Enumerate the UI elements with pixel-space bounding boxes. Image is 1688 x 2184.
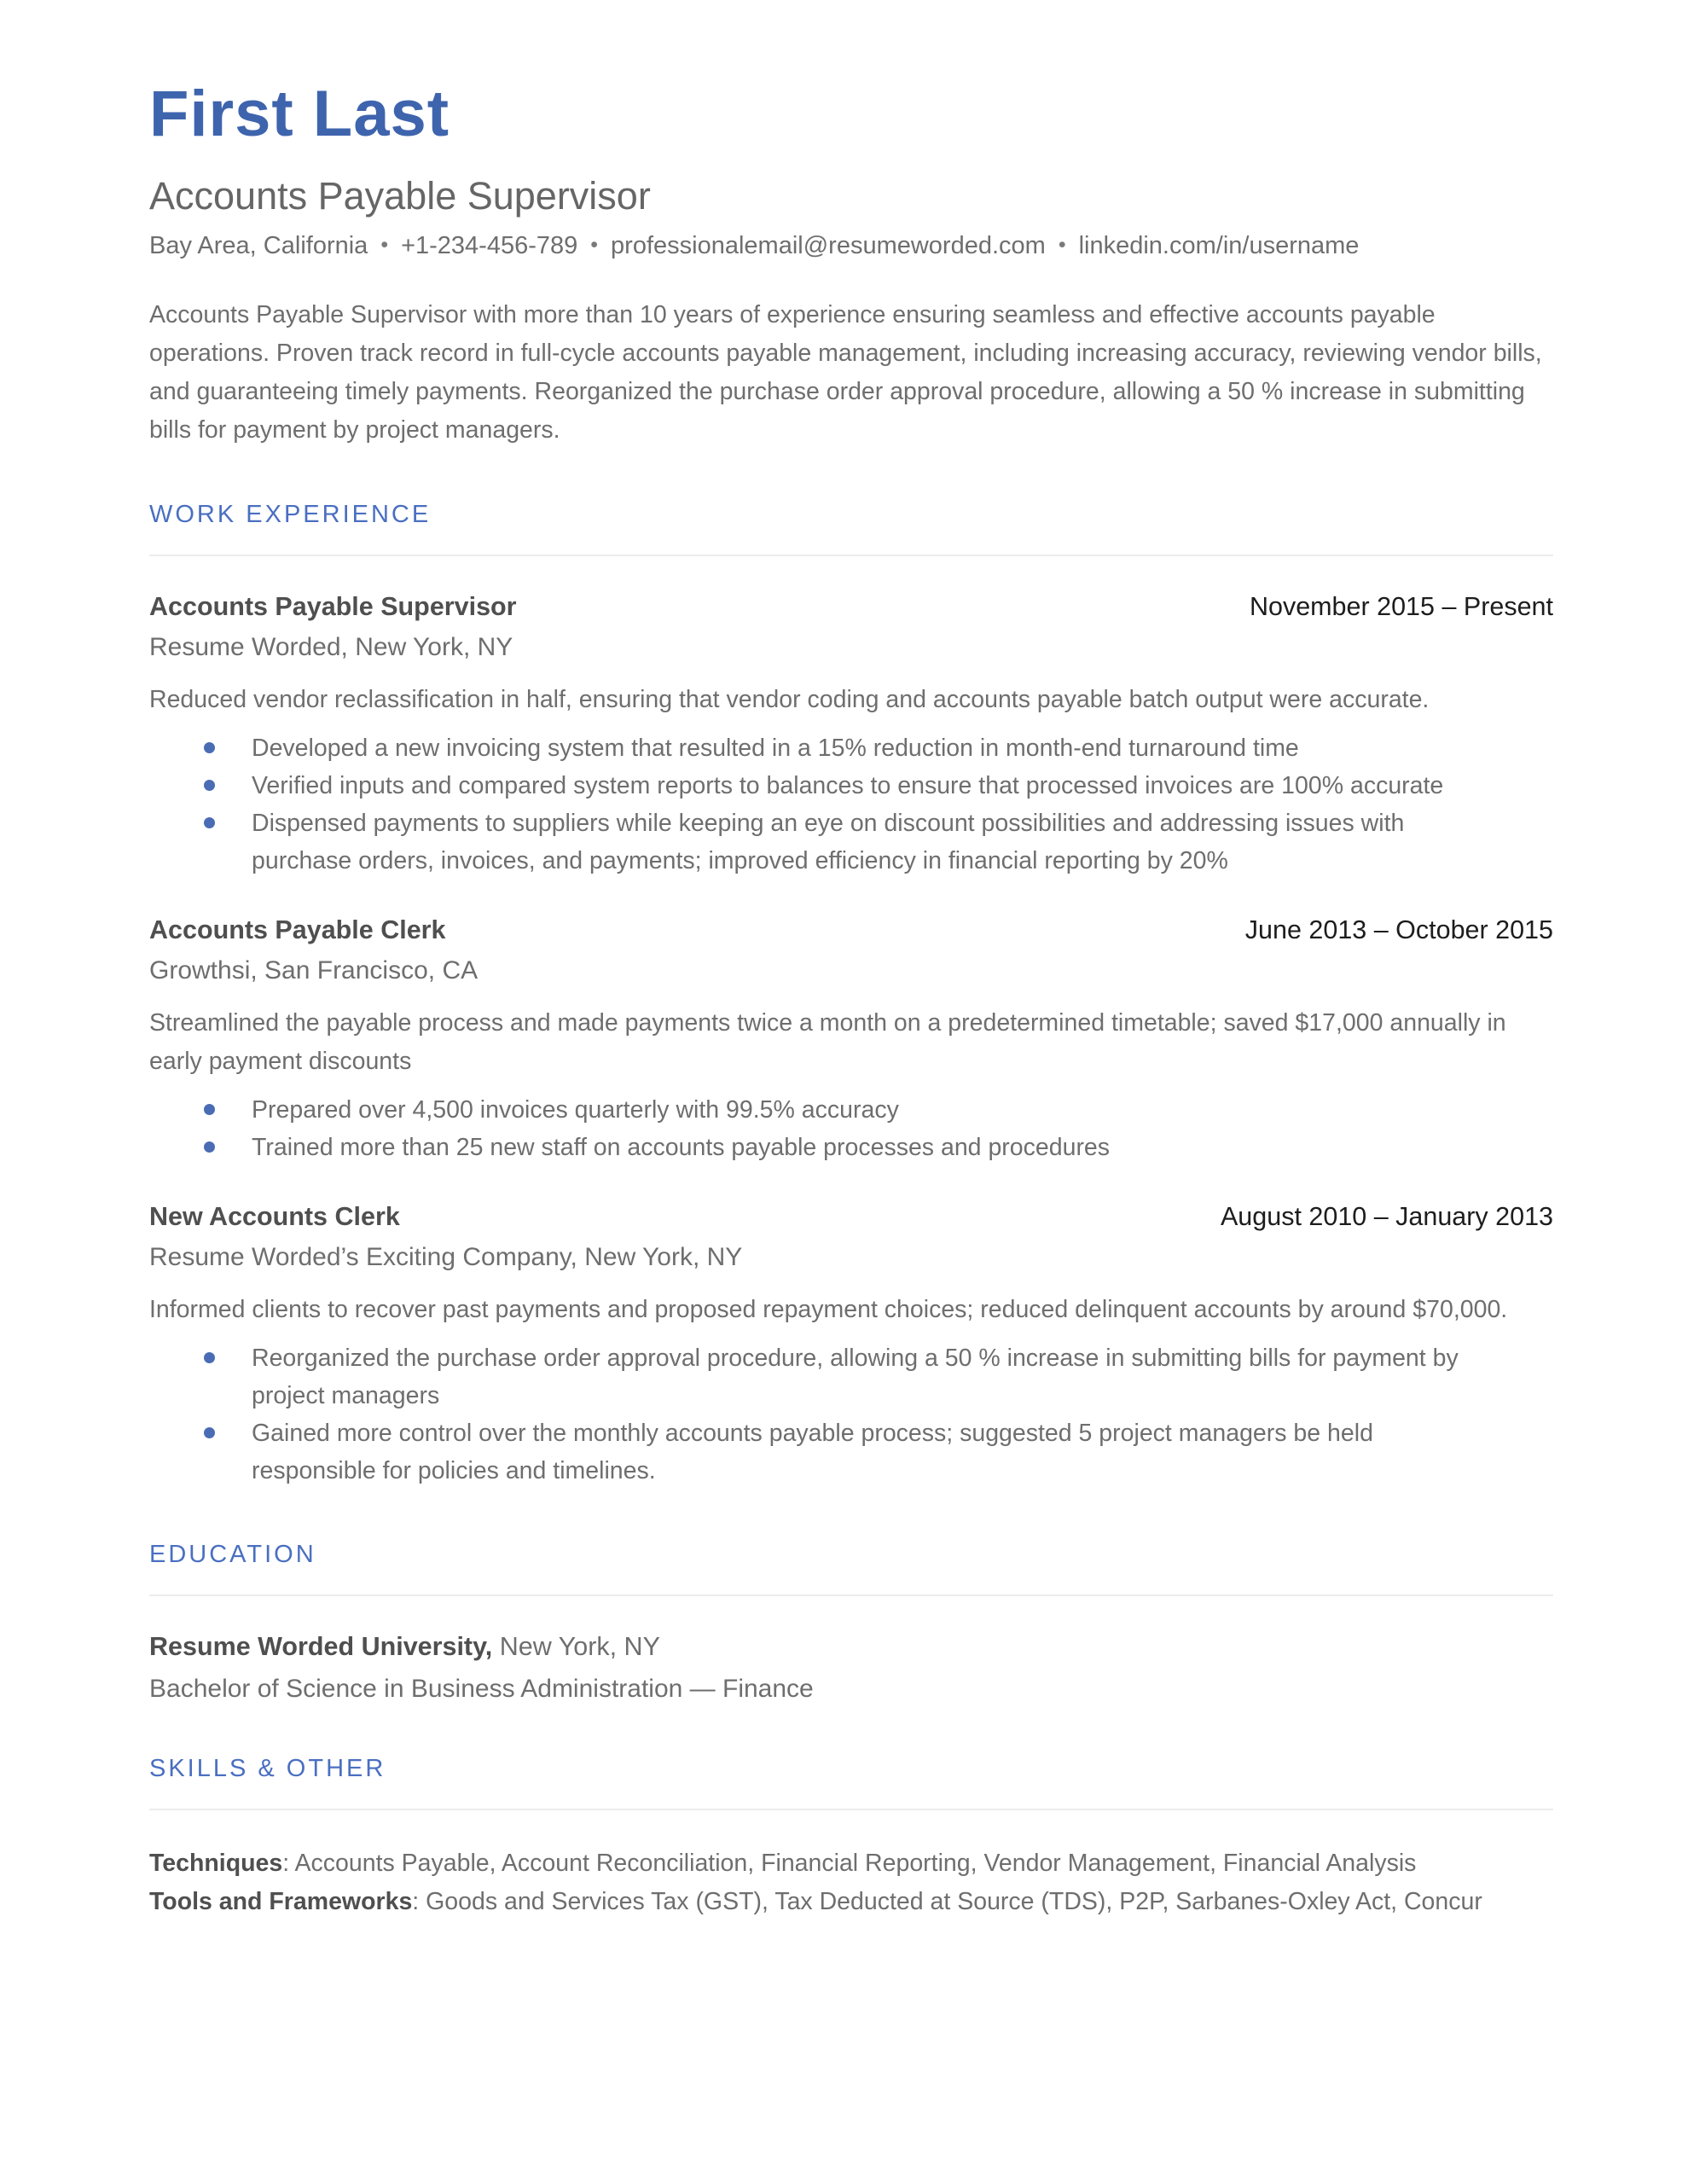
education-heading: EDUCATION [149, 1540, 316, 1568]
job-title: Accounts Payable Supervisor [149, 591, 517, 621]
contact-phone: +1-234-456-789 [401, 231, 578, 259]
job-company: Growthsi, San Francisco, CA [149, 956, 479, 985]
skills-section [149, 1755, 1553, 1921]
job-dates: November 2015 – Present [1249, 591, 1553, 621]
job-bullet-list [149, 1091, 1553, 1166]
bullet-text: Developed a new invoicing system that resulted in a 15% reduction in month-end turnaround time [252, 734, 1299, 762]
bullet-text: Verified inputs and compared system reports to balances to ensure that processed invoices are 100% accurate [252, 771, 1444, 799]
job-title: Accounts Payable Clerk [149, 915, 446, 944]
work-experience-heading: WORK EXPERIENCE [149, 500, 432, 528]
skill-values: : Goods and Services Tax (GST), Tax Deducted at Source (TDS), P2P, Sarbanes-Oxley Act, Concur [412, 1887, 1482, 1915]
bullet-text: Trained more than 25 new staff on accounts payable processes and procedures [252, 1133, 1111, 1161]
job-bullet-list [149, 729, 1553, 880]
education-school: Resume Worded University, [149, 1631, 493, 1661]
bullet-dot-icon [204, 1104, 215, 1115]
job-header-row [149, 592, 1553, 622]
job-bullet-list [149, 1339, 1553, 1490]
bullet-dot-icon [204, 742, 215, 753]
education-school-line [149, 1632, 1553, 1662]
job-header-row [149, 915, 1553, 945]
education-degree: Bachelor of Science in Business Administration — Finance [149, 1674, 814, 1703]
bullet-text: Reorganized the purchase order approval procedure, allowing a 50 % increase in submitting bills for payment by project managers [252, 1344, 1459, 1409]
job-entry [149, 915, 1553, 1166]
job-description: Streamlined the payable process and made payments twice a month on a predetermined timetable; saved $17,000 annually in early payment discounts [149, 1008, 1506, 1075]
bullet-dot-icon [204, 1427, 215, 1438]
section-divider [149, 555, 1553, 556]
contact-separator: • [1058, 232, 1066, 257]
contact-linkedin: linkedin.com/in/username [1078, 231, 1360, 259]
skill-line [149, 1883, 1553, 1921]
skills-list [149, 1844, 1553, 1921]
work-experience-section [149, 501, 1553, 1490]
bullet-dot-icon [204, 780, 215, 791]
bullet-item [252, 1414, 1471, 1490]
person-name: First Last [149, 78, 450, 150]
contact-separator: • [590, 232, 599, 257]
job-entry [149, 1202, 1553, 1490]
bullet-item [252, 767, 1471, 804]
job-dates: August 2010 – January 2013 [1220, 1201, 1553, 1231]
skill-category-label: Techniques [149, 1849, 283, 1877]
job-header-row [149, 1202, 1553, 1232]
bullet-dot-icon [204, 817, 215, 828]
skill-values: : Accounts Payable, Account Reconciliation, Financial Reporting, Vendor Management, Financial Analysis [282, 1849, 1417, 1877]
contact-email: professionalemail@resumeworded.com [611, 231, 1046, 259]
skill-category-label: Tools and Frameworks [149, 1887, 413, 1915]
contact-line [149, 232, 1553, 260]
job-list [149, 592, 1553, 1490]
job-entry [149, 592, 1553, 880]
contact-separator: • [380, 232, 389, 257]
job-description: Reduced vendor reclassification in half, ensuring that vendor coding and accounts payable batch output were accurate. [149, 685, 1430, 713]
person-job-title: Accounts Payable Supervisor [149, 173, 651, 218]
job-dates: June 2013 – October 2015 [1244, 915, 1553, 944]
bullet-dot-icon [204, 1141, 215, 1153]
section-divider [149, 1594, 1553, 1596]
summary-paragraph: Accounts Payable Supervisor with more than 10 years of experience ensuring seamless and effective accounts payable operations. Proven track record in full-cycle accounts payable management, including increasing accuracy, reviewing vendor bills, and guaranteeing timely payments. Reorganized the purchase order approval procedure, allowing a 50 % increase in submitting bills for payment by project managers. [149, 300, 1542, 444]
bullet-item [252, 729, 1471, 767]
job-company: Resume Worded’s Exciting Company, New York, NY [149, 1242, 743, 1271]
bullet-item [252, 1091, 1471, 1129]
job-company: Resume Worded, New York, NY [149, 632, 513, 661]
bullet-text: Prepared over 4,500 invoices quarterly with 99.5% accuracy [252, 1095, 899, 1124]
job-description: Informed clients to recover past payments and proposed repayment choices; reduced delinquent accounts by around $70,000. [149, 1295, 1508, 1323]
bullet-text: Dispensed payments to suppliers while keeping an eye on discount possibilities and addressing issues with purchase orders, invoices, and payments; improved efficiency in financial reporting by 20% [252, 809, 1405, 874]
skill-line [149, 1844, 1553, 1883]
bullet-item [252, 804, 1471, 880]
education-section [149, 1541, 1553, 1704]
bullet-item [252, 1129, 1471, 1166]
skills-heading: SKILLS & OTHER [149, 1754, 386, 1782]
education-location: New York, NY [499, 1631, 660, 1661]
resume-header [149, 78, 1553, 450]
contact-location: Bay Area, California [149, 231, 368, 259]
bullet-text: Gained more control over the monthly accounts payable process; suggested 5 project managers be held responsible for policies and timelines. [252, 1419, 1373, 1484]
bullet-item [252, 1339, 1471, 1414]
section-divider [149, 1809, 1553, 1810]
bullet-dot-icon [204, 1352, 215, 1363]
job-title: New Accounts Clerk [149, 1201, 400, 1231]
